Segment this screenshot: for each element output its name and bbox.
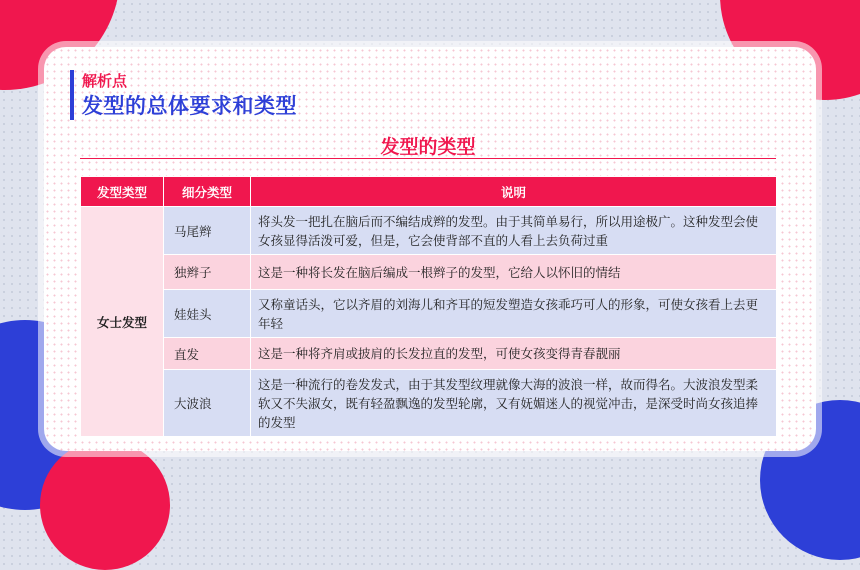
- section-label: 解析点: [82, 72, 128, 90]
- table-title: 发型的类型: [380, 136, 476, 158]
- page-title: 发型的总体要求和类型: [82, 94, 297, 118]
- table-header-row: [81, 177, 777, 207]
- description-cell: 这是一种将长发在脑后编成一根辫子的发型，它给人以怀旧的情结: [251, 255, 777, 290]
- column-header-description: 说明: [251, 177, 777, 207]
- description-cell: 将头发一把扎在脑后而不编结成辫的发型。由于其简单易行，所以用途极广。这种发型会使女孩显得活泼可爱，但是，它会使背部不直的人看上去负荷过重: [251, 207, 777, 255]
- subtype-cell: 马尾辫: [164, 207, 251, 255]
- decor-circle-red-bottom-left: [40, 440, 170, 570]
- table-row: [81, 255, 777, 290]
- description-cell: 这是一种将齐肩或披肩的长发拉直的发型，可使女孩变得青春靓丽: [251, 338, 777, 370]
- table-row: [81, 290, 777, 338]
- column-header-type: 发型类型: [81, 177, 164, 207]
- category-cell: 女士发型: [81, 207, 164, 437]
- subtype-cell: 娃娃头: [164, 290, 251, 338]
- table-row: [81, 338, 777, 370]
- table-row: [81, 370, 777, 437]
- title-divider: [80, 158, 776, 159]
- title-accent-bar: [70, 70, 74, 120]
- subtype-cell: 直发: [164, 338, 251, 370]
- hairstyle-types-table: [80, 176, 777, 437]
- table-row: [81, 207, 777, 255]
- subtype-cell: 大波浪: [164, 370, 251, 437]
- description-cell: 又称童话头，它以齐眉的刘海儿和齐耳的短发塑造女孩乖巧可人的形象，可使女孩看上去更年轻: [251, 290, 777, 338]
- subtype-cell: 独辫子: [164, 255, 251, 290]
- description-cell: 这是一种流行的卷发发式，由于其发型纹理就像大海的波浪一样，故而得名。大波浪发型柔软又不失淑女，既有轻盈飘逸的发型轮廓，又有妩媚迷人的视觉冲击，是深受时尚女孩追捧的发型: [251, 370, 777, 437]
- column-header-subtype: 细分类型: [164, 177, 251, 207]
